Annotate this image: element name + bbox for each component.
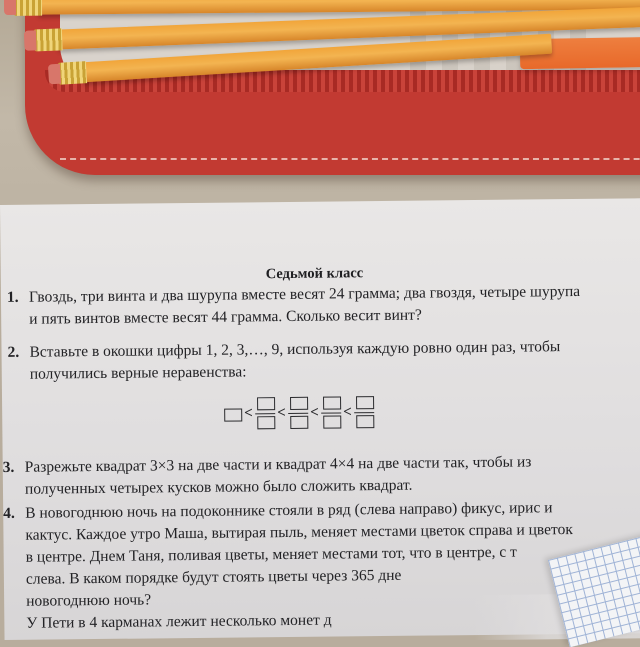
digit-box [290, 416, 308, 429]
problem-number: 4. [3, 504, 15, 522]
problem-text-line: кактус. Каждое утро Маша, вытирая пыль, меняет местами цветок справа и цветок [25, 521, 573, 544]
problem-text-line: полученных четырех кусков можно было сложить квадрат. [24, 476, 413, 498]
fraction-bar [288, 413, 308, 414]
worksheet-page [0, 198, 640, 640]
problem-number: 2. [7, 343, 20, 361]
pencil-case-stitching [60, 158, 640, 160]
less-than-sign: < [310, 404, 319, 421]
digit-box [323, 396, 341, 409]
problem-text-line: и пять винтов вместе весят 44 грамма. Сколько весит винт? [29, 306, 422, 328]
digit-box [257, 397, 275, 410]
problem-number: 3. [2, 458, 15, 476]
digit-box [356, 396, 374, 409]
fraction-bar [354, 412, 374, 413]
problem-5 [4, 610, 331, 635]
inequality-figure [224, 396, 374, 432]
digit-box [323, 415, 341, 428]
problem-text-line: Гвоздь, три винта и два шурупа вместе весят 24 грамма; два гвоздя, четыре шурупа [28, 282, 581, 306]
problem-text-line: Вставьте в окошки цифры 1, 2, 3,…, 9, используя каждую ровно один раз, чтобы [29, 338, 561, 361]
fraction-bar [255, 413, 275, 414]
problem-2 [1, 336, 560, 386]
less-than-sign: < [244, 405, 253, 422]
less-than-sign: < [277, 405, 286, 422]
problem-1 [1, 281, 581, 331]
digit-box [356, 415, 374, 428]
digit-box [224, 408, 242, 421]
problem-number: 1. [6, 288, 19, 306]
problem-text-line: слева. В каком порядке будут стоять цветы через 365 дне [25, 566, 402, 588]
digit-box [290, 397, 308, 410]
problem-text-line: Разрежьте квадрат 3×3 на две части и квадрат 4×4 на две части так, чтобы из [24, 453, 532, 476]
problem-text-line: в центре. Днем Таня, поливая цветы, меняет местами тот, что в центре, с т [25, 543, 517, 566]
digit-box [257, 416, 275, 429]
problem-text-line: У Пети в 4 карманах лежит несколько монет д [26, 611, 332, 632]
worksheet-title: Седьмой класс [265, 265, 364, 283]
problem-text-line: получились верные неравенства: [29, 363, 247, 383]
fraction-bar [321, 412, 341, 413]
problem-3 [3, 451, 532, 501]
less-than-sign: < [343, 404, 352, 421]
problem-text-line: новогоднюю ночь? [26, 591, 152, 610]
problem-text-line: В новогоднюю ночь на подоконнике стояли в ряд (слева направо) фикус, ирис и [25, 499, 553, 522]
